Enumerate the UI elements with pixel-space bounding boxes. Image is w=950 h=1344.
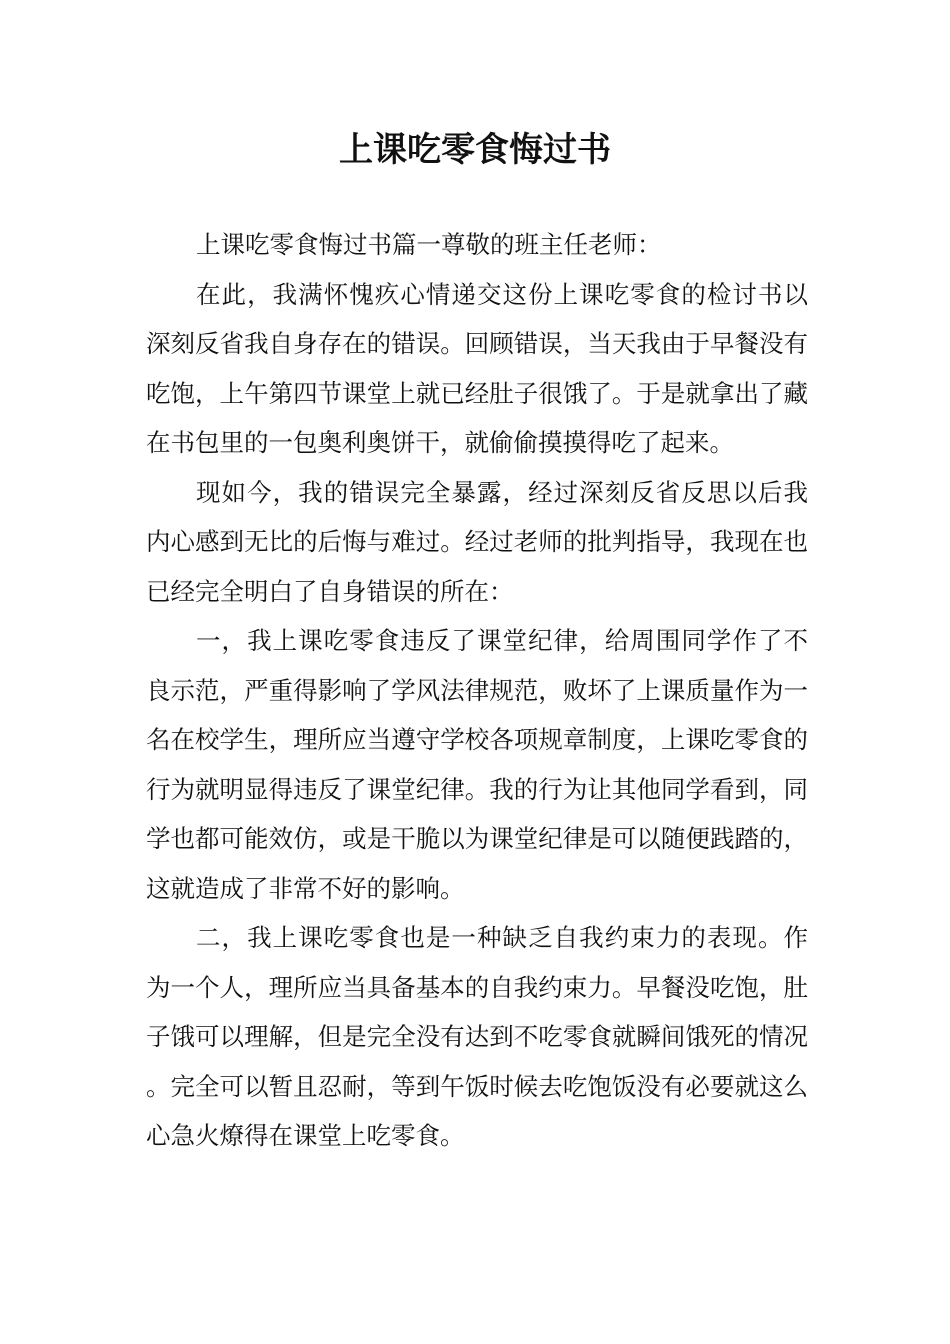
- paragraph-reflection: 现如今，我的错误完全暴露，经过深刻反省反思以后我内心感到无比的后悔与难过。经过老师的批判指导，我现在也已经完全明白了自身错误的所在：: [146, 477, 808, 606]
- paragraph-salutation: 上课吃零食悔过书篇一尊敬的班主任老师：: [196, 230, 662, 259]
- paragraph-intro: 在此，我满怀愧疚心情递交这份上课吃零食的检讨书以深刻反省我自身存在的错误。回顾错误，当天我由于早餐没有吃饱，上午第四节课堂上就已经肚子很饿了。于是就拿出了藏在书包里的一包奥利奥饼干，就偷偷摸摸得吃了起来。: [146, 279, 808, 457]
- paragraph-point-two: 二，我上课吃零食也是一种缺乏自我约束力的表现。作为一个人，理所应当具备基本的自我约束力。早餐没吃饱，肚子饿可以理解，但是完全没有达到不吃零食就瞬间饿死的情况。完全可以暂且忍耐，等到午饭时候去吃饱饭没有必要就这么心急火燎得在课堂上吃零食。: [146, 923, 808, 1150]
- document-body: [146, 220, 808, 1161]
- document-title: 上课吃零食悔过书: [339, 130, 611, 170]
- paragraph-point-one: 一，我上课吃零食违反了课堂纪律，给周围同学作了不良示范，严重得影响了学风法律规范，败坏了上课质量作为一名在校学生，理所应当遵守学校各项规章制度，上课吃零食的行为就明显得违反了课堂纪律。我的行为让其他同学看到，同学也都可能效仿，或是干脆以为课堂纪律是可以随便践踏的，这就造成了非常不好的影响。: [146, 626, 808, 903]
